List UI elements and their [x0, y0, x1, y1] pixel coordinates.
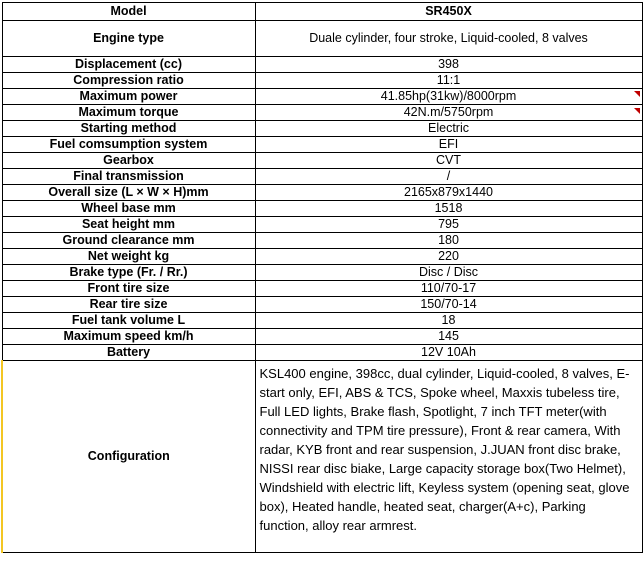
spec-value[interactable]: Duale cylinder, four stroke, Liquid-cooled, 8 valves — [255, 21, 642, 57]
table-row — [2, 73, 642, 89]
table-row — [2, 185, 642, 201]
spec-label[interactable]: Compression ratio — [2, 73, 255, 89]
spec-label[interactable]: Maximum power — [2, 89, 255, 105]
spec-label[interactable]: Front tire size — [2, 281, 255, 297]
table-row — [2, 57, 642, 73]
spec-label[interactable]: Gearbox — [2, 153, 255, 169]
spec-label[interactable]: Fuel tank volume L — [2, 313, 255, 329]
spec-label[interactable]: Engine type — [2, 21, 255, 57]
comment-indicator[interactable] — [634, 108, 640, 114]
spec-label[interactable]: Ground clearance mm — [2, 233, 255, 249]
table-row — [2, 345, 642, 361]
table-row — [2, 281, 642, 297]
spec-value[interactable]: / — [255, 169, 642, 185]
spec-label[interactable]: Displacement (cc) — [2, 57, 255, 73]
spec-label[interactable]: Battery — [2, 345, 255, 361]
spec-label[interactable]: Brake type (Fr. / Rr.) — [2, 265, 255, 281]
spec-label[interactable]: Fuel comsumption system — [2, 137, 255, 153]
table-row — [2, 313, 642, 329]
spec-value[interactable]: 398 — [255, 57, 642, 73]
table-row — [2, 105, 642, 121]
table-row — [2, 169, 642, 185]
spec-label[interactable]: Maximum speed km/h — [2, 329, 255, 345]
spec-label[interactable]: Overall size (L × W × H)mm — [2, 185, 255, 201]
spec-label[interactable]: Seat height mm — [2, 217, 255, 233]
spec-value[interactable]: 1518 — [255, 201, 642, 217]
spec-value[interactable]: 2165x879x1440 — [255, 185, 642, 201]
spec-value[interactable]: 180 — [255, 233, 642, 249]
spec-label[interactable]: Wheel base mm — [2, 201, 255, 217]
spec-value[interactable]: 220 — [255, 249, 642, 265]
table-row — [2, 329, 642, 345]
spec-value[interactable]: SR450X — [255, 3, 642, 21]
spec-value[interactable]: 11:1 — [255, 73, 642, 89]
spec-value[interactable]: 18 — [255, 313, 642, 329]
spec-value[interactable]: 42N.m/5750rpm — [255, 105, 642, 121]
spec-value[interactable]: 145 — [255, 329, 642, 345]
spec-value[interactable]: 110/70-17 — [255, 281, 642, 297]
spec-value[interactable]: CVT — [255, 153, 642, 169]
comment-indicator[interactable] — [634, 91, 640, 97]
spec-value[interactable]: Electric — [255, 121, 642, 137]
spec-table — [1, 2, 643, 553]
table-row — [2, 265, 642, 281]
spec-label[interactable]: Starting method — [2, 121, 255, 137]
table-row — [2, 201, 642, 217]
table-row — [2, 233, 642, 249]
table-row — [2, 121, 642, 137]
table-row — [2, 21, 642, 57]
table-row — [2, 137, 642, 153]
table-row — [2, 297, 642, 313]
spec-label[interactable]: Net weight kg — [2, 249, 255, 265]
spec-value[interactable]: 795 — [255, 217, 642, 233]
spec-value[interactable]: 41.85hp(31kw)/8000rpm — [255, 89, 642, 105]
spec-value[interactable]: 150/70-14 — [255, 297, 642, 313]
table-row-configuration — [2, 361, 642, 553]
spec-value[interactable]: 12V 10Ah — [255, 345, 642, 361]
table-row-model — [2, 3, 642, 21]
table-row — [2, 89, 642, 105]
spec-value[interactable]: EFI — [255, 137, 642, 153]
spec-value[interactable]: Disc / Disc — [255, 265, 642, 281]
table-row — [2, 217, 642, 233]
spec-label[interactable]: Configuration — [2, 361, 255, 553]
spec-label[interactable]: Maximum torque — [2, 105, 255, 121]
configuration-text[interactable]: KSL400 engine, 398cc, dual cylinder, Liquid-cooled, 8 valves, E-start only, EFI, ABS & TCS, Spoke wheel, Maxxis tubeless tire, Full LED lights, Brake flash, Spotlight, 7 inch TFT meter(with connectivity and TPM tire pressure), Front & rear camera, With radar, KYB front and rear suspension, J.JUAN front disc brake, NISSI rear disc biake, Large capacity storage box(Two Helmet), Windshield with electric lift, Keyless system (opening seat, glove box), Heated handle, heated seat, charger(A+c), Parking function, alloy rear armrest. — [255, 361, 642, 553]
spec-label[interactable]: Final transmission — [2, 169, 255, 185]
table-row — [2, 153, 642, 169]
spec-label[interactable]: Rear tire size — [2, 297, 255, 313]
table-row — [2, 249, 642, 265]
spec-label[interactable]: Model — [2, 3, 255, 21]
